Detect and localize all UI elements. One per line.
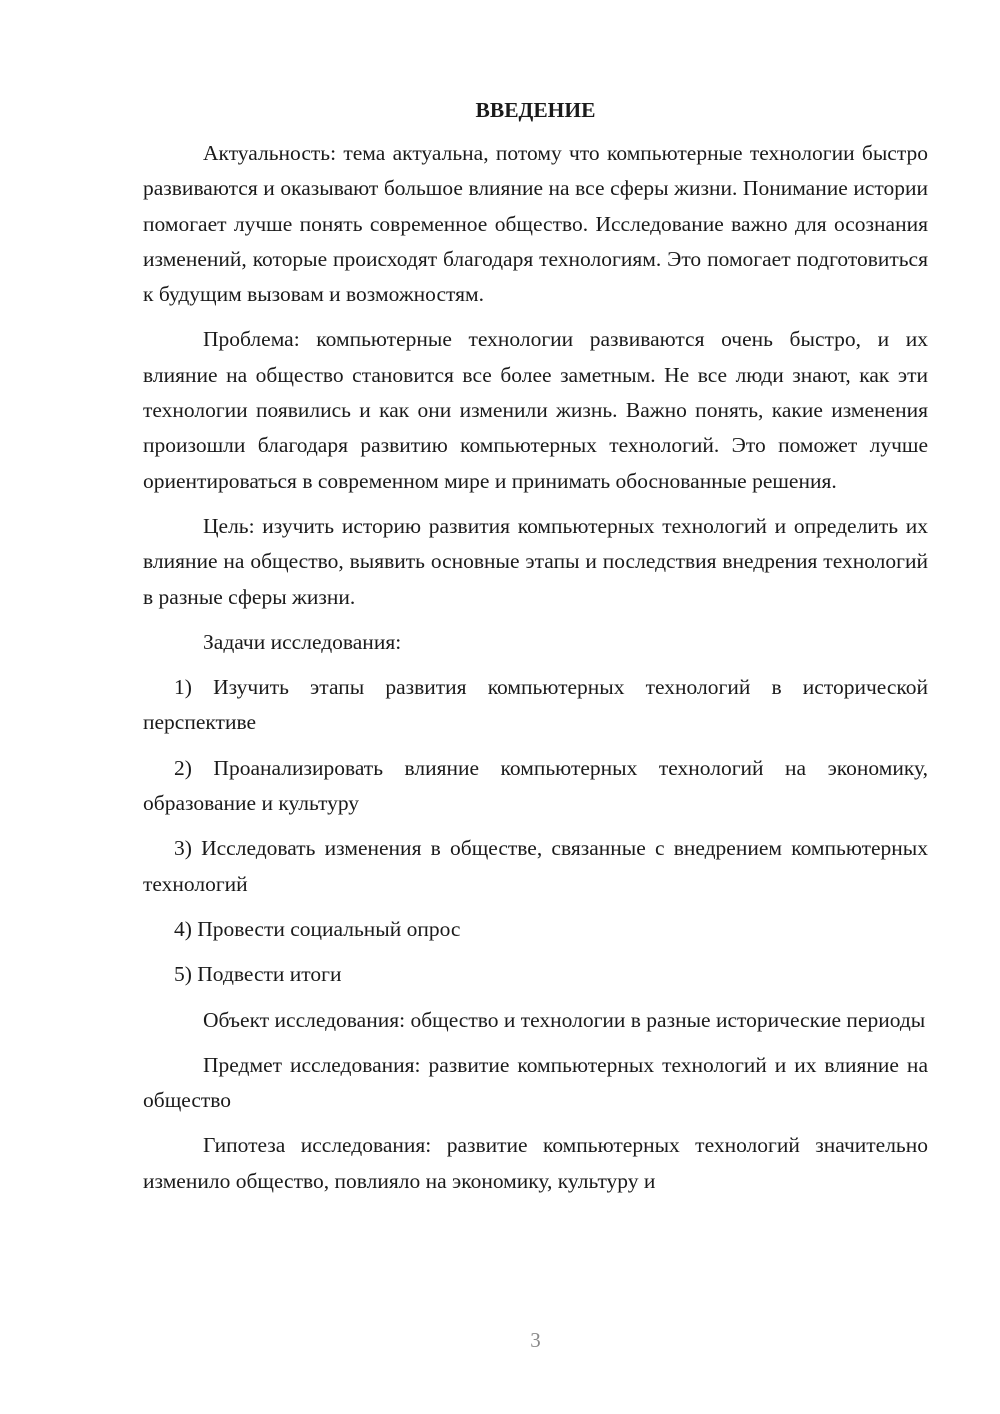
hypothesis-paragraph: Гипотеза исследования: развитие компьютерных технологий значительно изменило общество, повлияло на экономику, культуру и (143, 1133, 928, 1193)
task-item-1: 1) Изучить этапы развития компьютерных технологий в исторической перспективе (143, 675, 928, 735)
problem-paragraph: Проблема: компьютерные технологии развиваются очень быстро, и их влияние на общество становится все более заметным. Не все люди знают, как эти технологии появились и как они изменили жизнь. Важно понять, какие изменения произошли благодаря развитию компьютерных технологий. Это поможет лучше ориентироваться в современном мире и принимать обоснованные решения. (143, 327, 928, 493)
relevance-paragraph: Актуальность: тема актуальна, потому что компьютерные технологии быстро развиваются и оказывают большое влияние на все сферы жизни. Понимание истории помогает лучше понять современное общество. Исследование важно для осознания изменений, которые происходят благодаря технологиям. Это помогает подготовиться к будущим вызовам и возможностям. (143, 141, 928, 307)
page-number: 3 (530, 1328, 541, 1352)
task-item-5: 5) Подвести итоги (174, 962, 342, 987)
object-paragraph: Объект исследования: общество и технологии в разные исторические периоды (203, 1007, 926, 1032)
document-page (143, 92, 928, 1209)
task-item-2: 2) Проанализировать влияние компьютерных технологий на экономику, образование и культуру (143, 755, 928, 816)
tasks-title: Задачи исследования: (203, 629, 402, 654)
task-item-3: 3) Исследовать изменения в обществе, связанные с внедрением компьютерных технологий (143, 836, 928, 896)
subject-paragraph: Предмет исследования: развитие компьютерных технологий и их влияние на общество (143, 1052, 928, 1113)
section-heading: ВВЕДЕНИЕ (475, 98, 596, 122)
goal-paragraph: Цель: изучить историю развития компьютерных технологий и определить их влияние на общество, выявить основные этапы и последствия внедрения технологий в разные сферы жизни. (143, 513, 928, 609)
task-item-4: 4) Провести социальный опрос (174, 916, 461, 941)
